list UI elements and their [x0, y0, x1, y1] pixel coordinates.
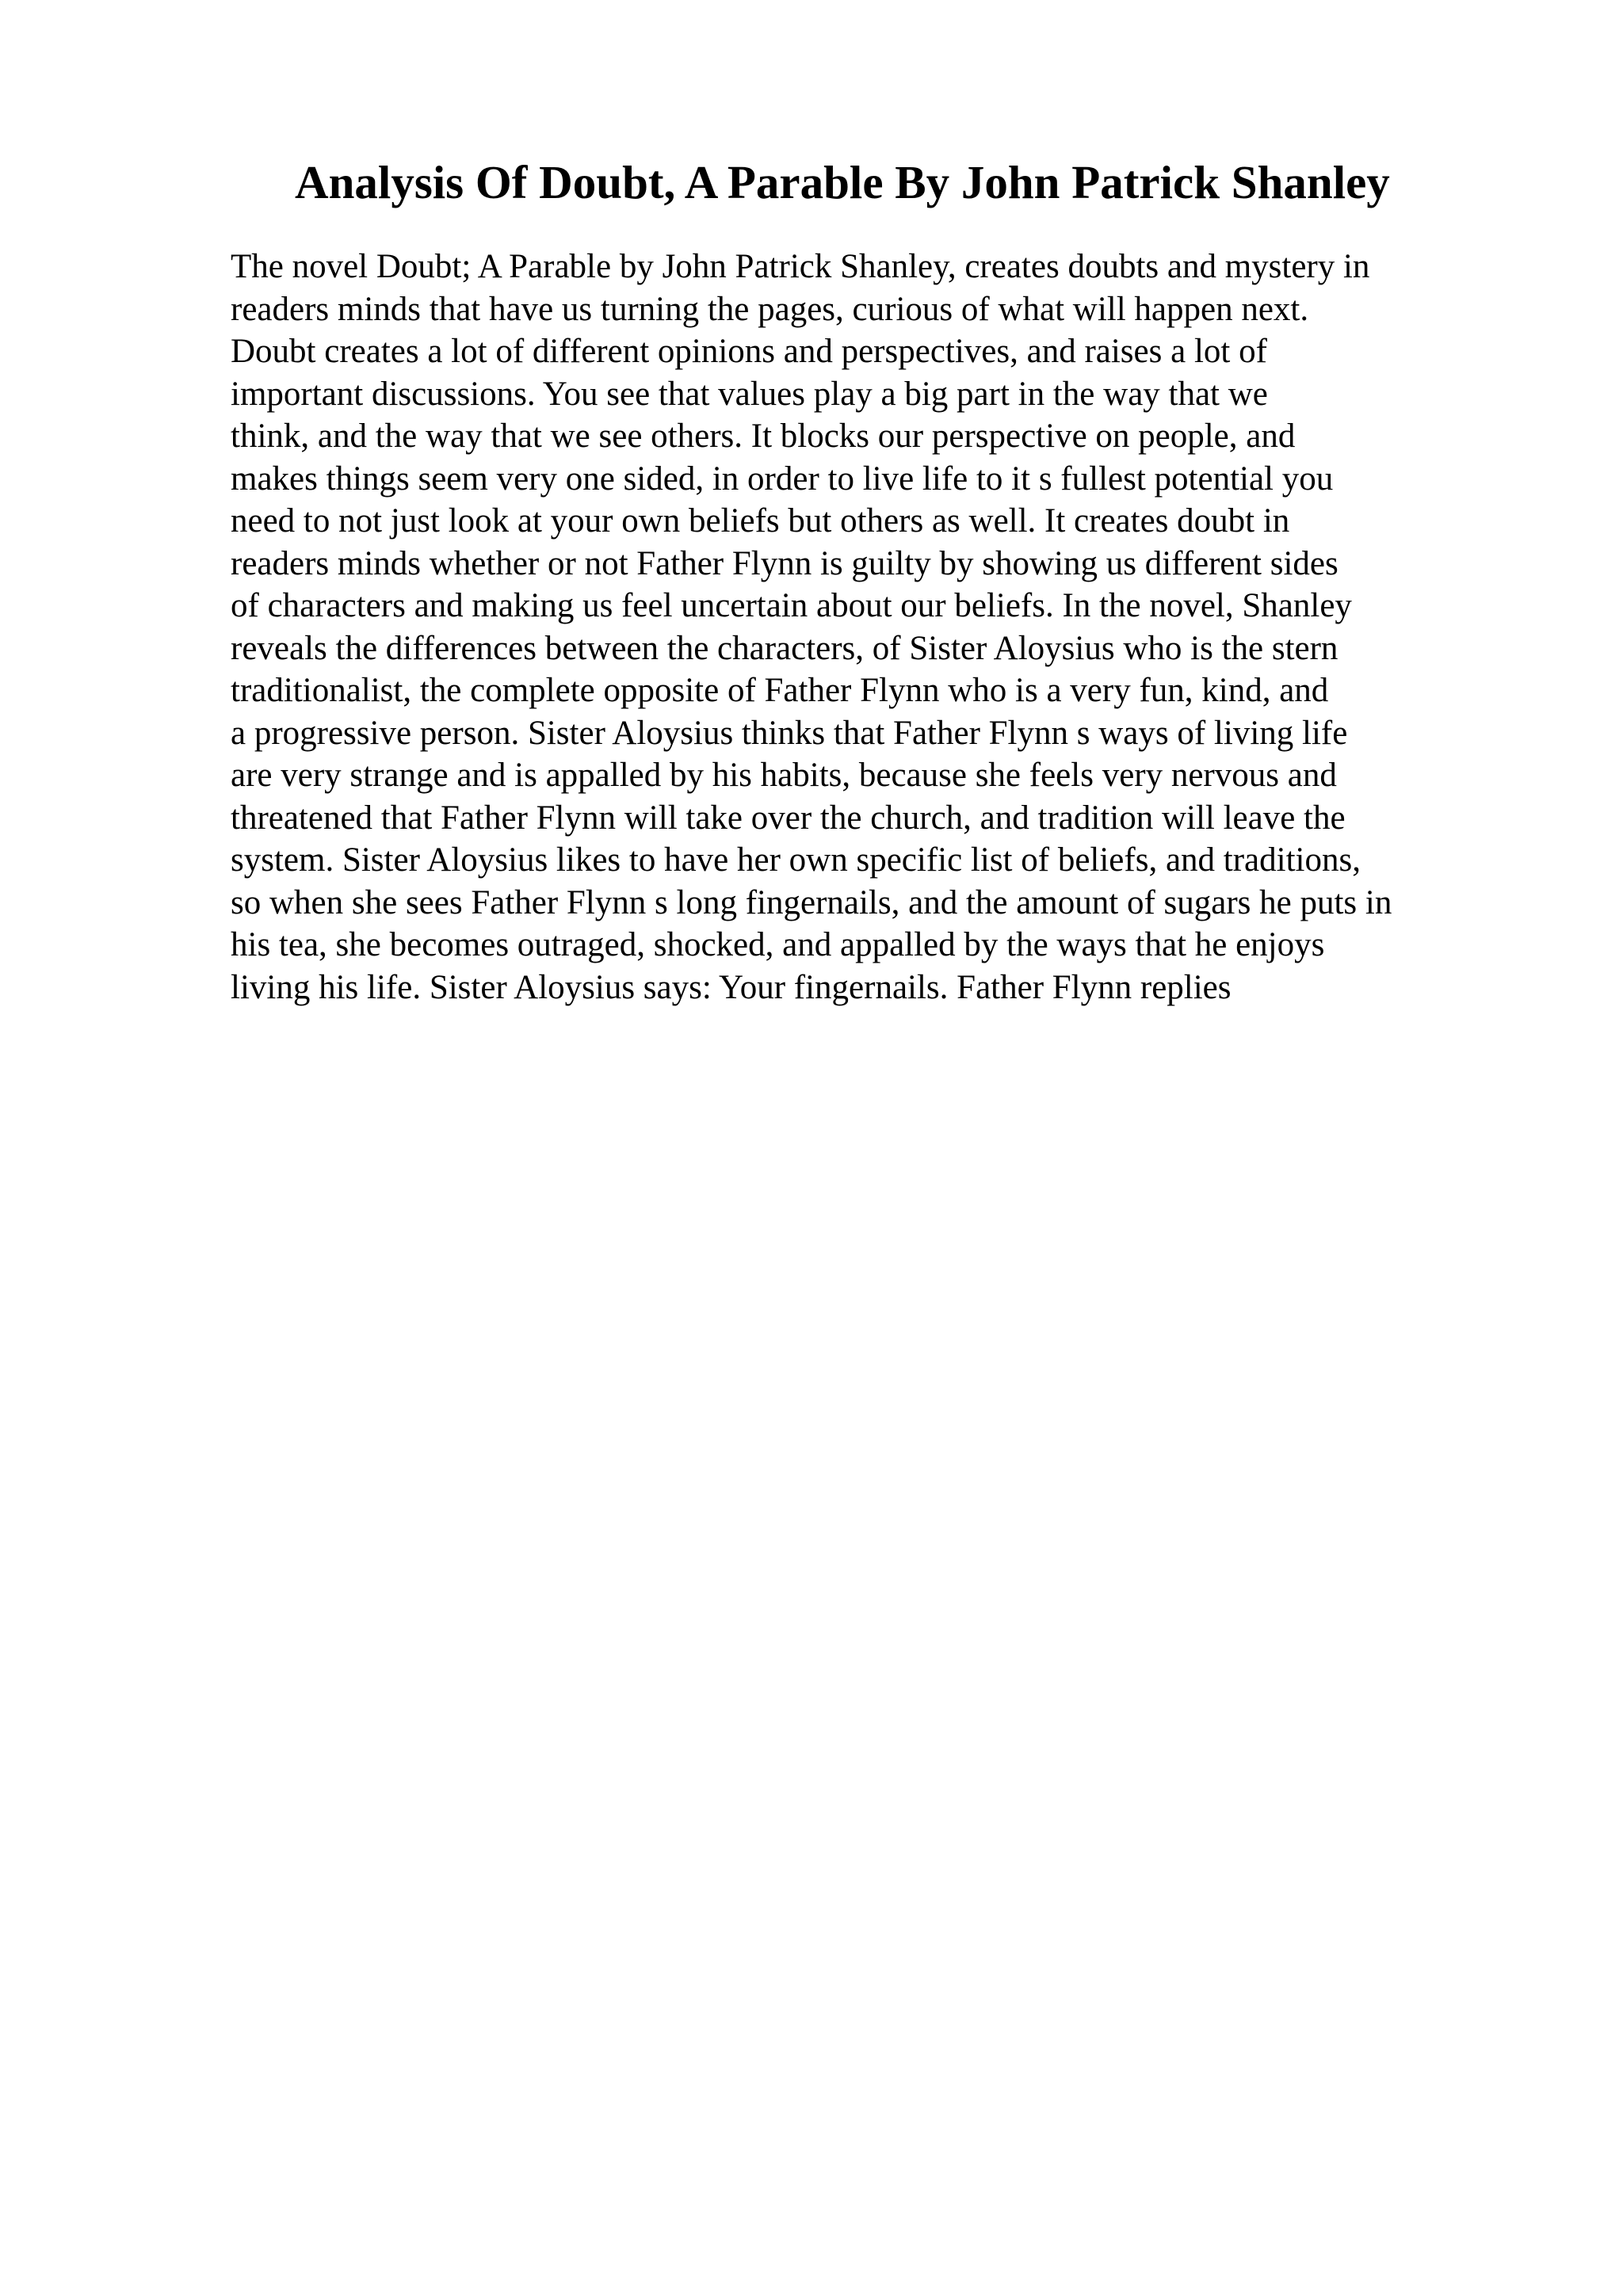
text-line: makes things seem very one sided, in order to live life to it s fullest potential you: [231, 460, 1334, 498]
text-line: threatened that Father Flynn will take over the church, and tradition will leave the: [231, 799, 1346, 837]
text-line: think, and the way that we see others. It blocks our perspective on people, and: [231, 418, 1296, 455]
text-line: are very strange and is appalled by his habits, because she feels very nervous and: [231, 757, 1337, 794]
text-line: living his life. Sister Aloysius says: Your fingernails. Father Flynn replies: [231, 968, 1232, 1006]
text-line: his tea, she becomes outraged, shocked, and appalled by the ways that he enjoys: [231, 926, 1325, 963]
text-line: readers minds whether or not Father Flynn is guilty by showing us different sides: [231, 544, 1338, 582]
text-line: of characters and making us feel uncertain about our beliefs. In the novel, Shanley: [231, 587, 1352, 624]
text-line: The novel Doubt; A Parable by John Patrick Shanley, creates doubts and mystery in: [231, 248, 1370, 285]
text-line: traditionalist, the complete opposite of Father Flynn who is a very fun, kind, and: [231, 672, 1329, 709]
document-title: Analysis Of Doubt, A Parable By John Patrick Shanley: [295, 156, 1390, 208]
text-line: reveals the differences between the characters, of Sister Aloysius who is the stern: [231, 629, 1338, 667]
text-line: need to not just look at your own beliefs but others as well. It creates doubt in: [231, 502, 1290, 540]
text-line: important discussions. You see that values play a big part in the way that we: [231, 375, 1268, 413]
essay-paragraph: [231, 246, 1594, 1009]
text-line: so when she sees Father Flynn s long fingernails, and the amount of sugars he puts in: [231, 883, 1392, 921]
text-line: a progressive person. Sister Aloysius thinks that Father Flynn s ways of living life: [231, 714, 1348, 752]
text-line: system. Sister Aloysius likes to have her own specific list of beliefs, and traditions,: [231, 841, 1361, 879]
text-line: Doubt creates a lot of different opinions and perspectives, and raises a lot of: [231, 333, 1267, 370]
text-line: readers minds that have us turning the pages, curious of what will happen next.: [231, 290, 1309, 328]
